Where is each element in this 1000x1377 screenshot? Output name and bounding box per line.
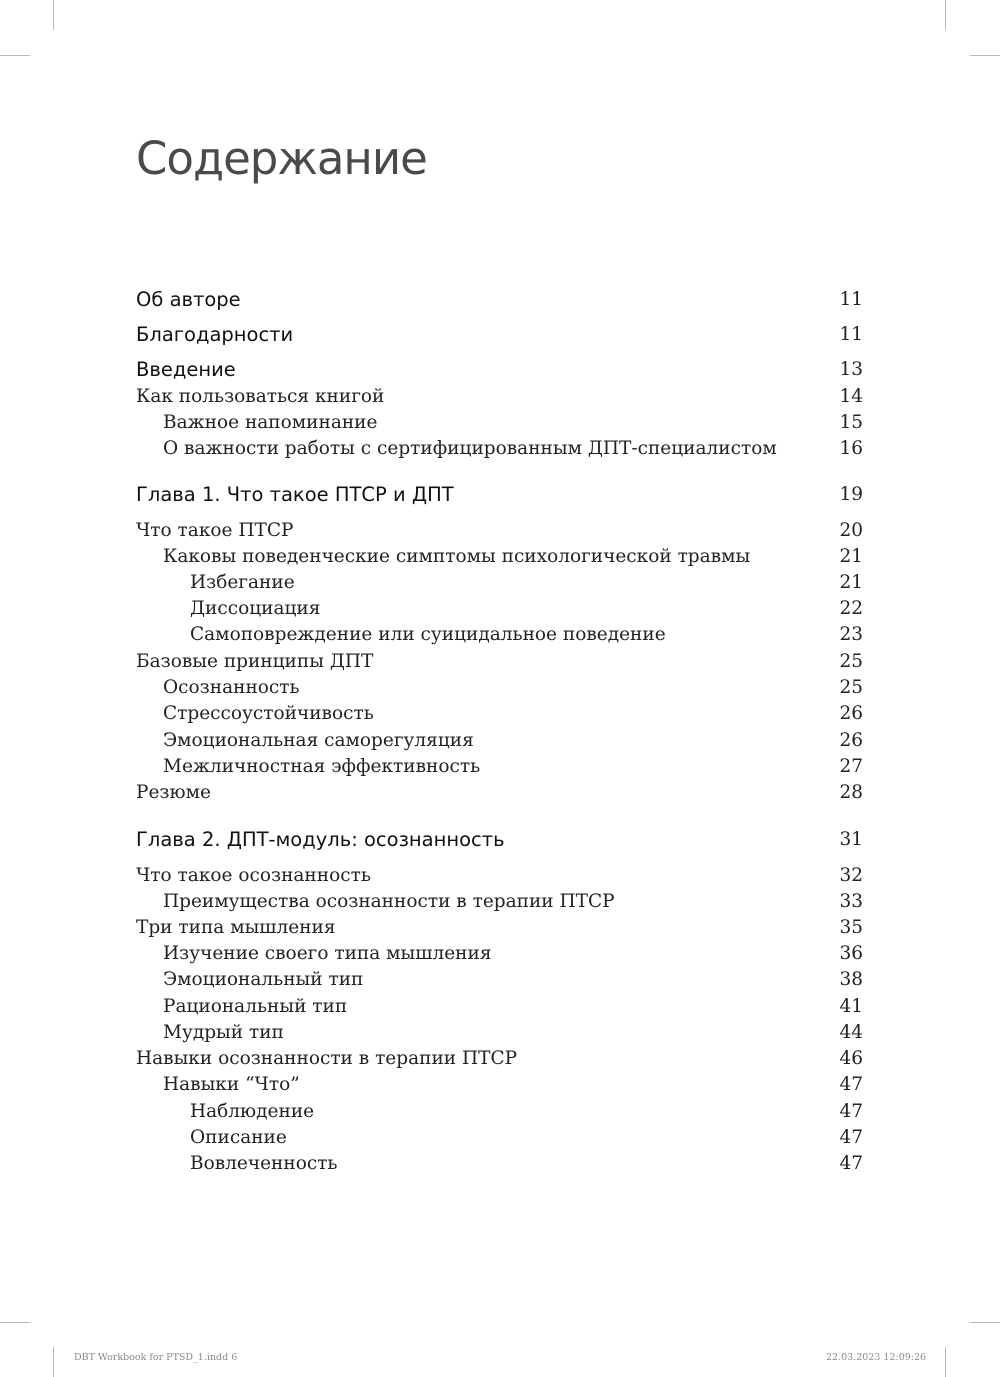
crop-mark-bottom-left (53, 1347, 54, 1377)
toc-chapter-entry (136, 479, 863, 509)
toc-entry-page: 21 (839, 571, 863, 593)
toc-entry-title: Как пользоваться книгой (136, 385, 385, 407)
toc-entry-page: 26 (839, 702, 863, 724)
toc-entry-title: Описание (190, 1126, 287, 1148)
toc-entry-page: 28 (839, 781, 863, 803)
toc-entry-title: Глава 2. ДПТ-модуль: осознанность (136, 827, 505, 851)
toc-entry-page: 15 (839, 411, 863, 433)
crop-mark-top-left (53, 0, 54, 30)
toc-entry-page: 36 (839, 942, 863, 964)
toc-entry-title: Базовые принципы ДПТ (136, 650, 374, 672)
toc-entry-page: 44 (839, 1021, 863, 1043)
toc-entry (136, 1069, 863, 1099)
toc-chapter-entry (136, 824, 863, 854)
toc-entry-title: Три типа мышления (136, 916, 336, 938)
toc-entry (136, 1148, 863, 1178)
toc-entry (136, 777, 863, 807)
toc-entry-title: Эмоциональный тип (163, 968, 364, 990)
toc-entry-page: 47 (839, 1152, 863, 1174)
toc-entry-page: 32 (839, 864, 863, 886)
crop-mark-left-bottom (0, 1322, 30, 1323)
toc-entry-page: 27 (839, 755, 863, 777)
crop-mark-bottom-right (945, 1347, 946, 1377)
toc-entry-page: 47 (839, 1073, 863, 1095)
toc-entry-title: О важности работы с сертифицированным ДПТ-специалистом (163, 437, 777, 459)
toc-entry-title: Вовлеченность (190, 1152, 338, 1174)
toc-entry-title: Навыки “Что” (163, 1073, 300, 1095)
toc-entry-page: 41 (839, 995, 863, 1017)
toc-entry-title: Изучение своего типа мышления (163, 942, 492, 964)
toc-chapter-entry (136, 319, 863, 349)
toc-entry-page: 31 (839, 828, 863, 850)
toc-entry-title: Что такое осознанность (136, 864, 371, 886)
page-title: Содержание (136, 132, 427, 185)
toc-entry-title: Важное напоминание (163, 411, 378, 433)
toc-entry-page: 14 (839, 385, 863, 407)
toc-entry-page: 19 (839, 483, 863, 505)
toc-entry-title: Стрессоустойчивость (163, 702, 374, 724)
crop-mark-top-right (945, 0, 946, 30)
toc-entry-title: Диссоциация (190, 597, 321, 619)
toc-entry-title: Благодарности (136, 322, 294, 346)
footer-file-info: DBT Workbook for PTSD_1.indd 6 (74, 1352, 238, 1363)
toc-entry-page: 20 (839, 519, 863, 541)
footer-timestamp: 22.03.2023 12:09:26 (826, 1352, 927, 1363)
toc-entry-page: 22 (839, 597, 863, 619)
toc-entry-page: 33 (839, 890, 863, 912)
toc-entry-title: Эмоциональная саморегуляция (163, 729, 474, 751)
toc-entry-title: Самоповреждение или суицидальное поведение (190, 623, 666, 645)
toc-entry-title: Введение (136, 357, 236, 381)
toc-entry-title: Навыки осознанности в терапии ПТСР (136, 1047, 518, 1069)
toc-entry-page: 35 (839, 916, 863, 938)
toc-entry-title: Преимущества осознанности в терапии ПТСР (163, 890, 615, 912)
toc-entry-page: 47 (839, 1100, 863, 1122)
toc-entry-page: 26 (839, 729, 863, 751)
toc-entry-title: Межличностная эффективность (163, 755, 481, 777)
toc-entry-title: Что такое ПТСР (136, 519, 294, 541)
crop-mark-right-top (970, 55, 1000, 56)
toc-entry-page: 11 (839, 323, 863, 345)
toc-entry-title: Наблюдение (190, 1100, 315, 1122)
toc-entry-page: 21 (839, 545, 863, 567)
toc-entry-title: Глава 1. Что такое ПТСР и ДПТ (136, 482, 454, 506)
toc-entry-title: Избегание (190, 571, 295, 593)
toc-entry-page: 13 (839, 358, 863, 380)
toc-entry-page: 23 (839, 623, 863, 645)
toc-entry-page: 25 (839, 676, 863, 698)
toc-entry (136, 433, 863, 463)
toc-entry-title: Каковы поведенческие симптомы психологической травмы (163, 545, 751, 567)
toc-entry-title: Мудрый тип (163, 1021, 284, 1043)
toc-entry-title: Рациональный тип (163, 995, 348, 1017)
toc-entry-title: Об авторе (136, 287, 241, 311)
toc-entry-page: 46 (839, 1047, 863, 1069)
toc-entry-title: Резюме (136, 781, 211, 803)
toc-entry-page: 38 (839, 968, 863, 990)
toc-entry (136, 698, 863, 728)
crop-mark-left-top (0, 55, 30, 56)
toc-entry-page: 47 (839, 1126, 863, 1148)
toc-entry (136, 964, 863, 994)
toc-entry-page: 16 (839, 437, 863, 459)
toc-entry (136, 619, 863, 649)
toc-chapter-entry (136, 284, 863, 314)
toc-entry-title: Осознанность (163, 676, 300, 698)
toc-entry-page: 25 (839, 650, 863, 672)
crop-mark-right-bottom (970, 1322, 1000, 1323)
toc-entry-page: 11 (839, 288, 863, 310)
toc-chapter-entry (136, 354, 863, 384)
